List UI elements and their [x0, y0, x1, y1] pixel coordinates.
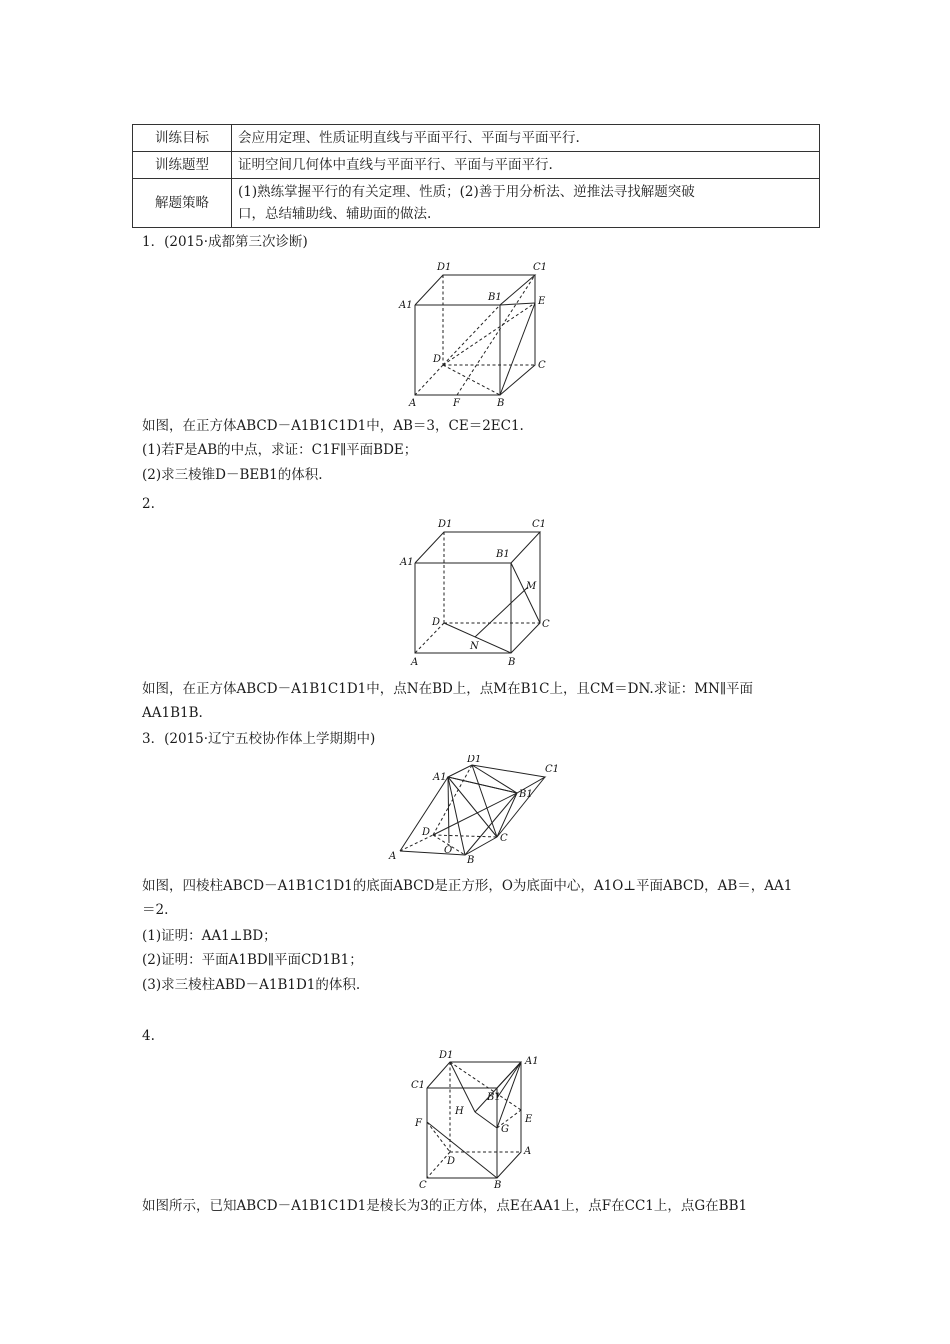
problem-3-header: 3．(2015·辽宁五校协作体上学期期中): [142, 731, 376, 747]
label-D: D: [432, 617, 441, 628]
edge-A1B: [448, 777, 465, 855]
problem-1-line: (1)若F是AB的中点，求证：C1F∥平面BDE；: [142, 442, 418, 458]
edge-A1O: [448, 777, 449, 843]
label-B: B: [494, 1180, 502, 1190]
table-key: 训练题型: [133, 152, 232, 179]
problem-3-figure: [385, 755, 570, 865]
edge: [465, 793, 517, 855]
problem-3-line: (1)证明：AA1⊥BD；: [142, 928, 277, 944]
training-goals-table: [132, 124, 820, 228]
label-E: E: [538, 296, 546, 307]
edge: [415, 365, 443, 395]
label-B1: B1: [488, 292, 502, 303]
table-value-line: 口，总结辅助线、辅助面的做法.: [238, 206, 432, 222]
table-key: 训练目标: [133, 125, 232, 152]
table-key: 解题策略: [133, 179, 232, 228]
edge: [433, 835, 497, 837]
problem-3-line: 如图，四棱柱ABCD－A1B1C1D1的底面ABCD是正方形，O为底面中心，A1O⊥平面ABCD，AB＝，AA1: [142, 878, 793, 894]
label-C: C: [542, 619, 550, 630]
label-B1: B1: [496, 549, 510, 560]
label-A1: A1: [525, 1056, 539, 1067]
edge-D1E: [450, 1062, 521, 1110]
label-B: B: [497, 398, 505, 408]
label-N: N: [470, 641, 479, 652]
problem-3-line: (2)证明：平面A1BD∥平面CD1B1；: [142, 952, 363, 968]
problem-2-figure: [398, 515, 558, 670]
label-M: M: [526, 581, 537, 592]
label-C1: C1: [533, 262, 548, 273]
edge-DB1: [443, 305, 500, 365]
label-A1: A1: [400, 557, 414, 568]
edge: [400, 777, 448, 851]
label-C1: C1: [411, 1080, 426, 1091]
problem-3-line: ＝2.: [142, 902, 169, 918]
edge-D1C: [472, 765, 497, 837]
edge-DE: [443, 303, 535, 365]
edge-MN: [475, 587, 528, 637]
label-E: E: [525, 1114, 533, 1125]
label-H: H: [455, 1106, 464, 1117]
label-C: C: [419, 1180, 427, 1190]
label-F: F: [415, 1118, 422, 1129]
problem-4-figure: [405, 1050, 555, 1190]
label-D1: D1: [437, 262, 452, 273]
edge-B1C: [511, 563, 540, 623]
edge-DB: [443, 365, 500, 395]
table-value: 会应用定理、性质证明直线与平面平行、平面与平面平行.: [232, 125, 820, 152]
edge: [415, 563, 511, 653]
problem-4-header: 4.: [142, 1028, 155, 1044]
problem-1-line: 如图，在正方体ABCD－A1B1C1D1中，AB＝3，CE＝2EC1.: [142, 418, 524, 434]
table-row: [133, 125, 820, 152]
edge: [497, 777, 545, 837]
label-D1: D1: [467, 755, 482, 765]
edge-HG: [475, 1112, 497, 1128]
label-B1: B1: [487, 1092, 501, 1103]
label-G: G: [501, 1124, 509, 1135]
label-D1: D1: [439, 1050, 454, 1061]
edge: [415, 532, 540, 563]
table-value-line: (1)熟练掌握平行的有关定理、性质；(2)善于用分析法、逆推法寻找解题突破: [238, 184, 695, 200]
label-A1: A1: [433, 772, 447, 783]
label-D: D: [422, 827, 431, 838]
edge-FB: [427, 1122, 497, 1178]
edge-BE: [500, 303, 535, 395]
edge-HA1: [475, 1062, 521, 1112]
problem-2-line: 如图，在正方体ABCD－A1B1C1D1中，点N在BD上，点M在B1C上，且CM＝DN.求证：MN∥平面: [142, 681, 754, 697]
problem-3-line: (3)求三棱柱ABD－A1B1D1的体积.: [142, 977, 361, 993]
label-C: C: [500, 833, 508, 844]
edge: [427, 1062, 521, 1088]
label-B: B: [508, 657, 516, 668]
label-A1: A1: [399, 300, 413, 311]
edge-D1H: [450, 1062, 475, 1112]
problem-4-line: 如图所示，已知ABCD－A1B1C1D1是棱长为3的正方体，点E在AA1上，点F在CC1上，点G在BB1: [142, 1198, 748, 1214]
edge-DB1: [433, 793, 517, 835]
problem-1-header: 1．(2015·成都第三次诊断): [142, 234, 308, 250]
label-B1: B1: [519, 789, 533, 800]
label-O: O: [444, 845, 453, 856]
label-A: A: [389, 851, 397, 862]
label-B: B: [467, 855, 475, 865]
table-value: 证明空间几何体中直线与平面平行、平面与平面平行.: [232, 152, 820, 179]
label-D1: D1: [438, 519, 453, 530]
label-A: A: [524, 1146, 532, 1157]
label-D: D: [447, 1156, 456, 1167]
problem-2-header: 2.: [142, 496, 155, 512]
table-row: [133, 179, 820, 228]
label-D: D: [433, 354, 442, 365]
problem-1-figure: [395, 258, 555, 408]
label-A: A: [409, 398, 417, 408]
edge: [415, 275, 535, 305]
table-row: [133, 152, 820, 179]
edge: [500, 275, 535, 395]
table-value: [232, 179, 820, 228]
label-C: C: [538, 360, 546, 371]
label-C1: C1: [532, 519, 547, 530]
label-F: F: [453, 398, 460, 408]
problem-2-line: AA1B1B.: [142, 705, 203, 721]
edge-B1E: [500, 303, 535, 305]
label-C1: C1: [545, 764, 560, 775]
problem-1-line: (2)求三棱锥D－BEB1的体积.: [142, 467, 323, 483]
label-A: A: [411, 657, 419, 668]
edge-A1B1: [448, 777, 517, 793]
